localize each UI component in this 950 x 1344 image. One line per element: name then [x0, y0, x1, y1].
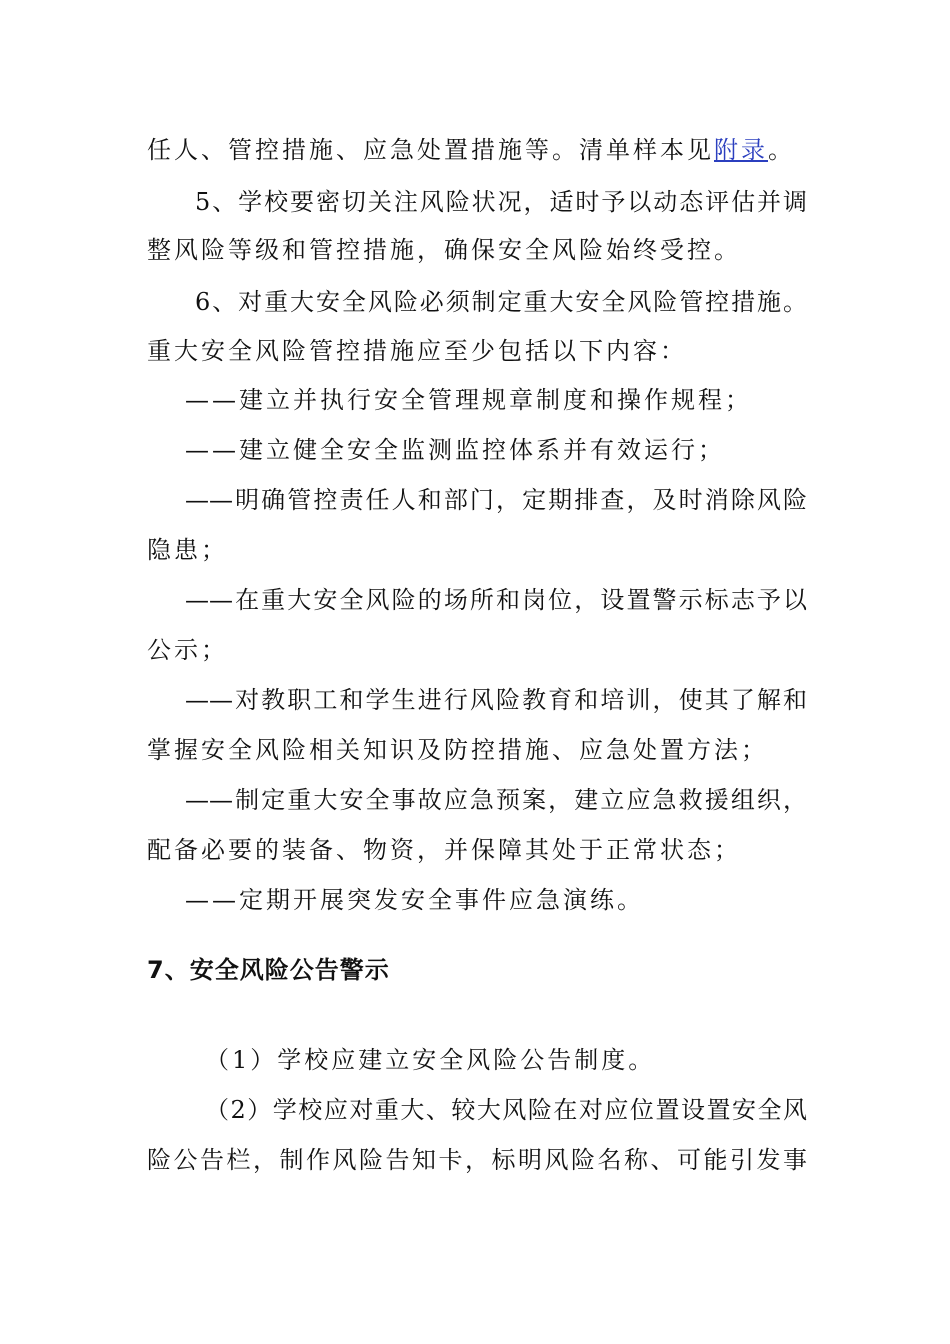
- paragraph-line: 重大安全风险管控措施应至少包括以下内容：: [147, 337, 687, 365]
- list-item: ——建立并执行安全管理规章制度和操作规程；: [185, 386, 752, 414]
- paragraph-line: 隐患；: [147, 536, 228, 564]
- section-heading: 7、安全风险公告警示: [147, 956, 390, 984]
- paragraph-line: 险公告栏，制作风险告知卡，标明风险名称、可能引发事: [147, 1146, 807, 1174]
- text-run: 。: [768, 136, 795, 164]
- appendix-link[interactable]: 附录: [714, 136, 768, 164]
- paragraph-line: 整风险等级和管控措施，确保安全风险始终受控。: [147, 236, 741, 264]
- list-item: ——在重大安全风险的场所和岗位，设置警示标志予以: [185, 586, 807, 614]
- list-item: ——对教职工和学生进行风险教育和培训，使其了解和: [185, 686, 807, 714]
- list-item: ——建立健全安全监测监控体系并有效运行；: [185, 436, 725, 464]
- paragraph-line: 掌握安全风险相关知识及防控措施、应急处置方法；: [147, 736, 768, 764]
- text-run: 任人、管控措施、应急处置措施等。清单样本见: [147, 136, 714, 164]
- list-item: ——制定重大安全事故应急预案，建立应急救援组织，: [185, 786, 807, 814]
- paragraph-line: 公示；: [147, 636, 228, 664]
- paragraph-line: 5、学校要密切关注风险状况，适时予以动态评估并调: [195, 188, 807, 216]
- paragraph-line: [147, 135, 807, 165]
- paragraph-line: 6、对重大安全风险必须制定重大安全风险管控措施。: [195, 288, 807, 316]
- list-item: ——定期开展突发安全事件应急演练。: [185, 886, 644, 914]
- paragraph-line: 配备必要的装备、物资，并保障其处于正常状态；: [147, 836, 741, 864]
- paragraph-line: （1）学校应建立安全风险公告制度。: [205, 1046, 656, 1074]
- paragraph-line: （2）学校应对重大、较大风险在对应位置设置安全风: [205, 1096, 807, 1124]
- list-item: ——明确管控责任人和部门，定期排查，及时消除风险: [185, 486, 807, 514]
